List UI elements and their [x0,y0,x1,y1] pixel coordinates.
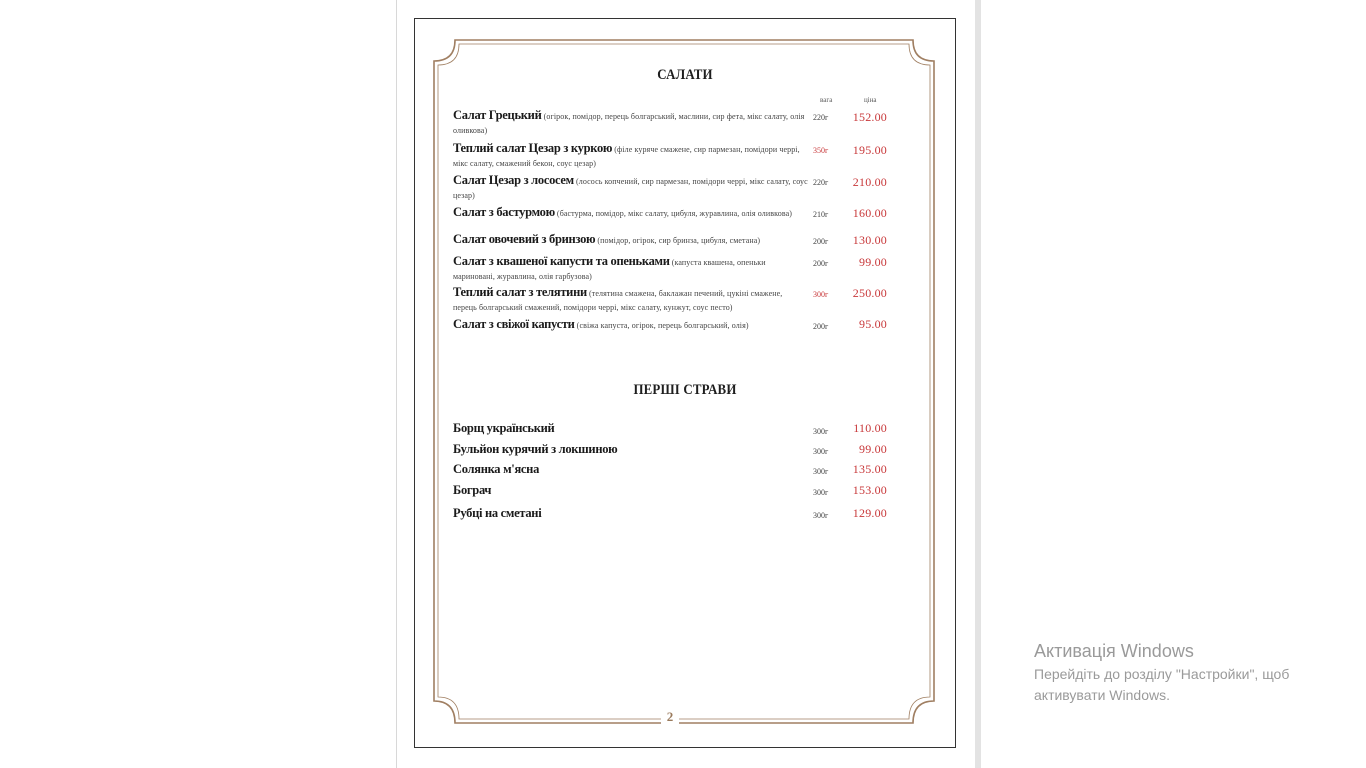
menu-item-price: 152.00 [852,110,887,124]
menu-item-weight: 200г [813,259,829,268]
menu-item-price: 99.00 [859,255,887,269]
menu-item [453,174,808,202]
menu-item-description: (філе куряче смажене, сир пармезан, помідори черрі, мікс салату, смажений бекон, соус цезар) [453,145,800,168]
menu-item [453,206,808,220]
menu-item-price: 160.00 [852,206,887,220]
menu-item [453,286,808,314]
menu-item-weight: 200г [813,322,829,331]
document-page [414,18,956,748]
menu-item-name: Теплий салат з телятини [453,285,587,299]
menu-item-price: 195.00 [852,143,887,157]
menu-item [453,463,808,475]
menu-item-description: перець болгарський, олія) [655,321,749,330]
menu-item-weight: 220г [813,113,829,122]
menu-item [453,233,808,247]
menu-item-name: Бульйон курячий з локшиною [453,442,618,456]
menu-item-description: (лосось копчений, сир пармезан, помідори черрі, мікс салату, соус цезар) [453,177,808,200]
column-header-price: ціна [864,96,877,104]
menu-item [453,422,808,434]
menu-item-description: (огірок, помідор, перець болгарський, маслини, сир фета, мікс салату, олія оливкова) [453,112,805,135]
menu-item-name: Теплий салат Цезар з куркою [453,141,613,155]
menu-item-price: 250.00 [852,286,887,300]
windows-activation-watermark [1034,641,1289,706]
menu-item-weight: 220г [813,178,829,187]
menu-item-price: 210.00 [852,175,887,189]
section-title-salads: САЛАТИ [657,67,713,83]
menu-item-name: Салат з бастурмою [453,205,555,219]
menu-item-description-highlight: перець болгарський смажений, помідори черрі, мікс салату, кунжут, соус песто) [453,303,733,312]
menu-item-weight: 300г [813,447,829,456]
menu-item-name: Борщ український [453,421,555,435]
menu-item-name: Рубці на сметані [453,506,542,520]
menu-item-weight: 300г [813,427,829,436]
menu-item-description: (телятина смажена, баклажан печений, цукіні смажене, [586,289,783,298]
menu-item-description: (свіжа капуста, [574,321,632,330]
menu-item-name: Салат овочевий з бринзою [453,232,596,246]
menu-item-weight: 300г [813,290,829,299]
menu-item [453,318,808,332]
column-header-weight: вага [820,96,833,104]
menu-item [453,507,808,519]
menu-item [453,142,808,170]
menu-item-price: 110.00 [853,421,887,435]
menu-item-weight: 300г [813,511,829,520]
menu-item-name: Салат з квашеної капусти та опеньками [453,254,670,268]
menu-item [453,109,808,137]
menu-item [453,484,808,496]
menu-item-name: Бограч [453,483,492,497]
section-title-soups: ПЕРШІ СТРАВИ [633,382,737,398]
menu-item-price: 129.00 [852,506,887,520]
menu-item-weight: 200г [813,237,829,246]
menu-item [453,255,808,283]
menu-item-name: Салат з свіжої капусти [453,317,575,331]
viewer-scroll-gutter[interactable] [975,0,981,768]
menu-item-description-highlight: огірок, [631,321,656,330]
menu-item-price: 99.00 [859,442,887,456]
activation-title: Активація Windows [1034,641,1194,661]
menu-item-name: Салат Грецький [453,108,542,122]
menu-item-description: (помідор, огірок, сир бринза, цибуля, сметана) [595,236,761,245]
menu-item-weight: 350г [813,146,829,155]
menu-item-weight: 300г [813,467,829,476]
menu-item-name: Солянка м'ясна [453,462,540,476]
menu-item-description: (бастурма, помідор, мікс салату, цибуля, журавлина, олія оливкова) [554,209,793,218]
activation-line-1: Перейдіть до розділу "Настройки", щоб [1034,666,1290,682]
menu-item-description: (капуста квашена, опеньки мариновані, журавлина, олія гарбузова) [453,258,766,281]
activation-line-2: активувати Windows. [1034,687,1170,703]
menu-item-price: 153.00 [852,483,887,497]
menu-item-weight: 210г [813,210,829,219]
menu-item-weight: 300г [813,488,829,497]
menu-item [453,443,808,455]
page-number: 2 [661,709,679,725]
menu-item-name: Салат Цезар з лососем [453,173,574,187]
menu-item-price: 95.00 [859,317,887,331]
menu-item-price: 130.00 [852,233,887,247]
viewer-left-edge [396,0,397,768]
menu-item-price: 135.00 [852,462,887,476]
